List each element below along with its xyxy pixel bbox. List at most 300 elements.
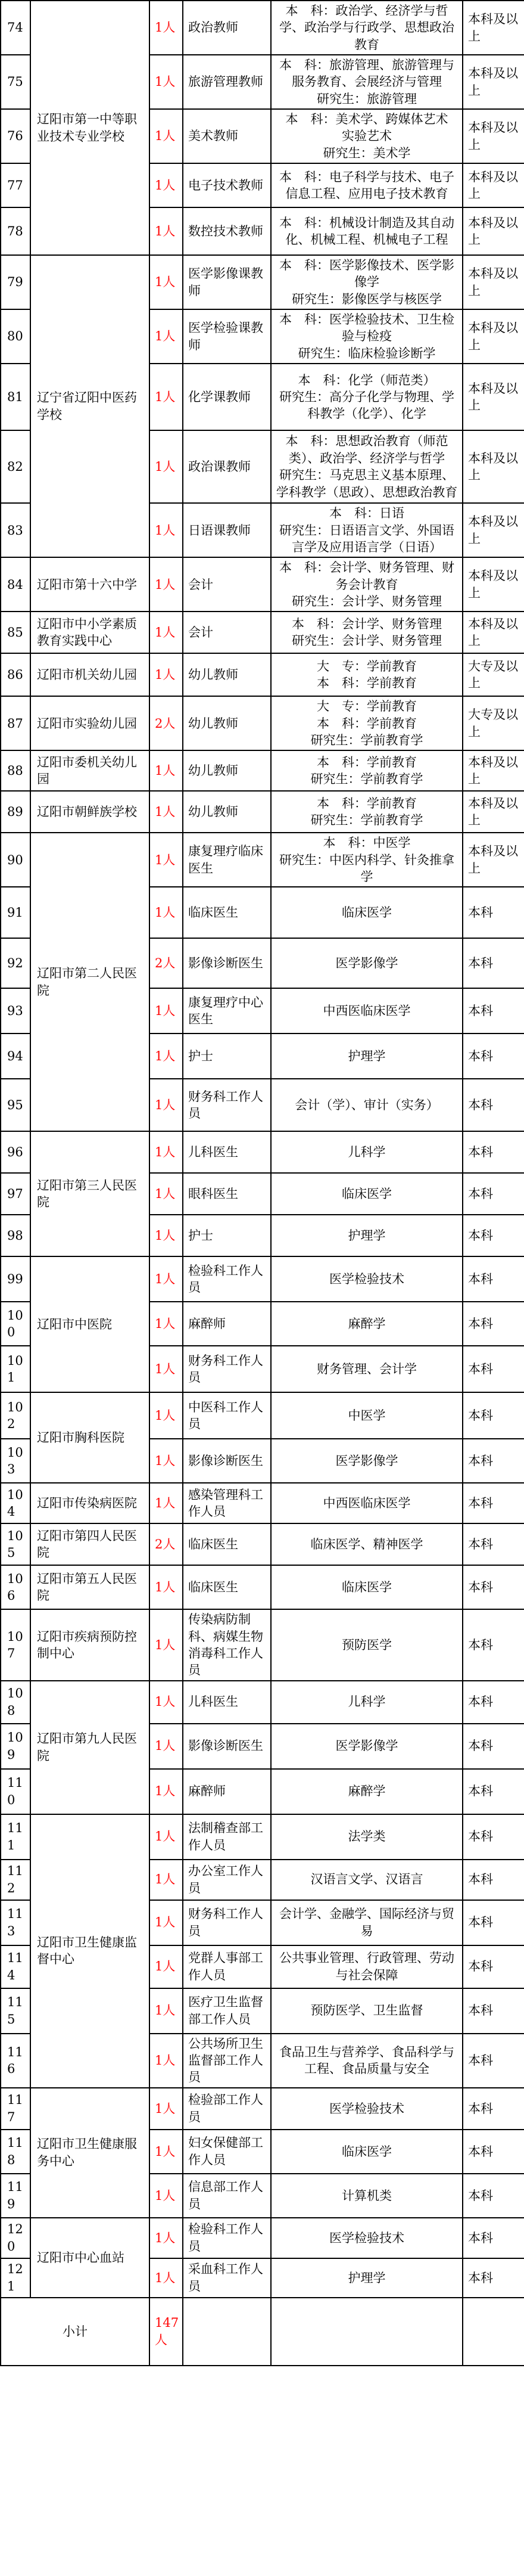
hiring-count: 1人 [149,750,183,791]
major-line: 预防医学 [342,1637,392,1652]
education-requirement: 本科及以上 [463,109,524,163]
education-requirement: 本科 [463,1769,524,1814]
hiring-count: 1人 [149,364,183,430]
unit-name: 辽阳市卫生健康监督中心 [30,1814,149,2088]
major-requirement [271,2130,463,2174]
major-line: 麻醉学 [348,1317,386,1332]
row-number: 98 [1,1215,30,1256]
hiring-count: 1人 [149,1346,183,1392]
major-line: 临床医学、精神医学 [310,1537,423,1552]
hiring-count: 1人 [149,1392,183,1439]
hiring-count: 1人 [149,1033,183,1079]
education-requirement: 本科及以上 [463,364,524,430]
hiring-count: 1人 [149,557,183,612]
unit-name: 辽阳市第九人民医院 [30,1681,149,1814]
major-requirement [271,833,463,887]
hiring-count: 1人 [149,1609,183,1680]
table-row [1,1814,524,1860]
position-name: 感染管理科工作人员 [183,1483,271,1523]
unit-name: 辽阳市实验幼儿园 [30,696,149,750]
major-line: 临床医学 [342,905,392,920]
major-requirement [271,2258,463,2298]
unit-name: 辽阳市胸科医院 [30,1392,149,1483]
major-requirement [271,163,463,207]
education-requirement: 本科及以上 [463,1,524,55]
table-row [1,1483,524,1523]
major-line: 本 科：旅游管理、旅游管理与服务教育、会展经济与管理 [279,58,454,89]
major-line: 医学检验技术 [329,2101,404,2116]
position-name: 中医科工作人员 [183,1392,271,1439]
hiring-count: 1人 [149,2258,183,2298]
table-row [1,1609,524,1680]
major-line: 本 科：机械设计制造及其自动化、机械工程、机械电子工程 [279,215,454,247]
education-requirement: 本科 [463,1945,524,1988]
education-requirement: 本科 [463,938,524,988]
row-number: 81 [1,364,30,430]
position-name: 眼科医生 [183,1173,271,1215]
education-requirement: 本科 [463,1860,524,1900]
table-row [1,612,524,653]
row-number: 119 [1,2174,30,2218]
unit-name: 辽阳市第二人民医院 [30,833,149,1131]
major-line: 本 科：中医学 [323,836,411,851]
row-number: 82 [1,430,30,503]
major-requirement [271,1900,463,1945]
major-requirement [271,938,463,988]
position-name: 临床医生 [183,1565,271,1609]
major-requirement [271,1302,463,1346]
hiring-count: 1人 [149,2218,183,2258]
education-requirement: 本科 [463,1900,524,1945]
education-requirement: 本科及以上 [463,309,524,364]
major-line: 中西医临床医学 [323,1496,411,1511]
position-name: 传染病防制科、病媒生物消毒科工作人员 [183,1609,271,1680]
education-requirement: 本科 [463,887,524,938]
hiring-count: 1人 [149,1860,183,1900]
major-requirement [271,1945,463,1988]
major-requirement [271,1079,463,1131]
position-name: 康复理疗临床医生 [183,833,271,887]
major-line: 临床医学 [342,1580,392,1595]
position-name: 护士 [183,1033,271,1079]
major-line: 本 科：化学（师范类） [298,373,436,387]
row-number: 111 [1,1814,30,1860]
education-requirement: 本科 [463,2034,524,2088]
hiring-count: 1人 [149,1769,183,1814]
education-requirement: 本科 [463,2258,524,2298]
major-requirement [271,430,463,503]
education-requirement: 本科 [463,1565,524,1609]
major-line: 研究生：旅游管理 [317,91,417,106]
row-number: 91 [1,887,30,938]
major-line: 大 专：学前教育 [317,659,417,674]
education-requirement: 本科 [463,1609,524,1680]
position-name: 政治课教师 [183,430,271,503]
position-name: 办公室工作人员 [183,1860,271,1900]
major-requirement [271,1724,463,1769]
position-name: 旅游管理教师 [183,55,271,109]
hiring-count: 2人 [149,1523,183,1565]
education-requirement: 本科 [463,2088,524,2130]
position-name: 幼儿教师 [183,653,271,696]
major-line: 研究生：马克思主义基本原理、学科教学（思政）、思想政治教育 [276,468,458,499]
major-line: 本 科：日语 [329,506,404,521]
hiring-count: 1人 [149,791,183,833]
major-line: 本 科：医学检验技术、卫生检验与检疫 [279,312,454,344]
position-name: 党群人事部工作人员 [183,1945,271,1988]
row-number: 116 [1,2034,30,2088]
row-number: 83 [1,503,30,557]
unit-name: 辽阳市第五人民医院 [30,1565,149,1609]
row-number: 86 [1,653,30,696]
major-line: 公共事业管理、行政管理、劳动与社会保障 [279,1951,454,1982]
row-number: 88 [1,750,30,791]
hiring-count: 1人 [149,1945,183,1988]
position-name: 临床医生 [183,1523,271,1565]
table-row [1,557,524,612]
major-requirement [271,1860,463,1900]
major-line: 研究生：高分子化学与物理、学科教学（化学）、化学 [279,389,454,421]
hiring-count: 1人 [149,109,183,163]
major-requirement [271,988,463,1033]
position-name: 护士 [183,1215,271,1256]
major-line: 本 科：会计学、财务管理、财务会计教育 [279,560,454,592]
table-row [1,750,524,791]
education-requirement: 本科 [463,1439,524,1483]
major-line: 本 科：美术学、跨媒体艺术 [285,112,448,127]
education-requirement: 本科 [463,988,524,1033]
table-row [1,1565,524,1609]
major-line: 研究生：日语语言文学、外国语言学及应用语言学（日语） [279,523,454,554]
education-requirement: 本科 [463,1724,524,1769]
position-name: 妇女保健部工作人员 [183,2130,271,2174]
major-line: 研究生：学前教育学 [310,772,423,787]
unit-name: 辽阳市卫生健康服务中心 [30,2088,149,2218]
row-number: 79 [1,255,30,309]
row-number: 85 [1,612,30,653]
row-number: 104 [1,1483,30,1523]
major-requirement [271,55,463,109]
position-name: 公共场所卫生监督部工作人员 [183,2034,271,2088]
major-requirement [271,1131,463,1173]
hiring-count: 1人 [149,1256,183,1302]
education-requirement: 本科 [463,1131,524,1173]
position-name: 影像诊断医生 [183,1439,271,1483]
row-number: 95 [1,1079,30,1131]
position-name: 法制稽查部工作人员 [183,1814,271,1860]
major-line: 研究生：学前教育学 [310,813,423,828]
major-requirement [271,364,463,430]
major-requirement [271,791,463,833]
major-line: 本 科：政治学、经济学与哲学、政治学与行政学、思想政治教育 [279,4,454,52]
unit-name: 辽阳市中医院 [30,1256,149,1392]
position-name: 会计 [183,612,271,653]
major-requirement [271,612,463,653]
row-number: 108 [1,1681,30,1724]
position-name: 医疗卫生监督部工作人员 [183,1988,271,2034]
major-line: 本 科：学前教育 [317,796,417,811]
major-line: 医学检验技术 [329,2230,404,2245]
row-number: 105 [1,1523,30,1565]
hiring-count: 1人 [149,1173,183,1215]
major-line: 本 科：会计学、财务管理 [292,616,442,631]
education-requirement: 本科及以上 [463,207,524,255]
table-row [1,696,524,750]
major-requirement [271,2034,463,2088]
hiring-count: 1人 [149,430,183,503]
position-name: 财务科工作人员 [183,1346,271,1392]
major-requirement [271,1256,463,1302]
hiring-count: 1人 [149,255,183,309]
row-number: 75 [1,55,30,109]
education-requirement: 本科 [463,1523,524,1565]
hiring-count: 1人 [149,1724,183,1769]
position-name: 数控技术教师 [183,207,271,255]
major-line: 中西医临床医学 [323,1004,411,1019]
position-name: 检验部工作人员 [183,2088,271,2130]
position-name: 会计 [183,557,271,612]
major-line: 儿科学 [348,1694,386,1709]
row-number: 89 [1,791,30,833]
major-line: 会计学、金融学、国际经济与贸易 [279,1907,454,1938]
table-row [1,1681,524,1724]
major-requirement [271,1565,463,1609]
hiring-count: 1人 [149,163,183,207]
major-requirement [271,1,463,55]
major-line: 本 科：医学影像技术、医学影像学 [279,258,454,290]
hiring-count: 1人 [149,653,183,696]
position-name: 财务科工作人员 [183,1900,271,1945]
hiring-count: 1人 [149,988,183,1033]
table-row [1,1256,524,1302]
total-count: 147人 [149,2298,183,2366]
hiring-count: 1人 [149,2034,183,2088]
education-requirement: 本科 [463,1392,524,1439]
hiring-count: 1人 [149,1302,183,1346]
position-name: 化学课教师 [183,364,271,430]
major-requirement [271,696,463,750]
education-requirement: 本科 [463,1173,524,1215]
row-number: 115 [1,1988,30,2034]
hiring-count: 1人 [149,1681,183,1724]
hiring-count: 1人 [149,612,183,653]
position-name: 检验科工作人员 [183,1256,271,1302]
major-line: 护理学 [348,1049,386,1064]
major-line: 预防医学、卫生监督 [310,2003,423,2018]
row-number: 96 [1,1131,30,1173]
hiring-count: 2人 [149,938,183,988]
position-name: 医学影像课教师 [183,255,271,309]
row-number: 87 [1,696,30,750]
hiring-count: 1人 [149,1131,183,1173]
table-row [1,1131,524,1173]
major-requirement [271,1988,463,2034]
total-label: 小计 [1,2298,149,2366]
row-number: 102 [1,1392,30,1439]
hiring-count: 1人 [149,2174,183,2218]
major-line: 医学影像学 [335,1454,398,1469]
major-line: 中医学 [348,1408,386,1423]
row-number: 78 [1,207,30,255]
major-requirement [271,1439,463,1483]
position-name: 医学检验课教师 [183,309,271,364]
row-number: 121 [1,2258,30,2298]
hiring-count: 1人 [149,1988,183,2034]
education-requirement: 本科及以上 [463,163,524,207]
position-name: 检验科工作人员 [183,2218,271,2258]
hiring-count: 1人 [149,2088,183,2130]
major-line: 财务管理、会计学 [317,1362,417,1377]
education-requirement: 本科 [463,1215,524,1256]
table-row [1,2218,524,2258]
major-line: 儿科学 [348,1145,386,1160]
position-name: 财务科工作人员 [183,1079,271,1131]
major-line: 医学影像学 [335,956,398,971]
position-name: 影像诊断医生 [183,938,271,988]
major-requirement [271,1392,463,1439]
education-requirement: 本科 [463,1302,524,1346]
row-number: 114 [1,1945,30,1988]
major-requirement [271,1814,463,1860]
unit-name: 辽阳市第四人民医院 [30,1523,149,1565]
row-number: 80 [1,309,30,364]
row-number: 113 [1,1900,30,1945]
hiring-count: 1人 [149,1,183,55]
major-line: 法学类 [348,1829,386,1844]
table-row [1,1,524,55]
major-line: 本 科：学前教育 [317,716,417,731]
major-requirement [271,653,463,696]
major-requirement [271,887,463,938]
position-name: 儿科医生 [183,1681,271,1724]
major-line: 护理学 [348,2270,386,2285]
unit-name: 辽阳市第三人民医院 [30,1131,149,1256]
major-line: 研究生：会计学、财务管理 [292,594,442,609]
education-requirement: 本科 [463,1256,524,1302]
major-line: 汉语言文学、汉语言 [310,1872,423,1887]
position-name: 美术教师 [183,109,271,163]
hiring-count: 1人 [149,1814,183,1860]
education-requirement: 本科 [463,1033,524,1079]
hiring-count: 1人 [149,1215,183,1256]
education-requirement: 本科及以上 [463,750,524,791]
hiring-count: 1人 [149,1079,183,1131]
major-requirement [271,557,463,612]
unit-name: 辽阳市疾病预防控制中心 [30,1609,149,1680]
major-requirement [271,1769,463,1814]
table-body [1,1,524,2366]
education-requirement: 本科及以上 [463,55,524,109]
unit-name: 辽阳市中心血站 [30,2218,149,2298]
row-number: 101 [1,1346,30,1392]
row-number: 107 [1,1609,30,1680]
major-line: 会计（学）、审计（实务） [295,1098,439,1113]
hiring-count: 1人 [149,1439,183,1483]
unit-name: 辽阳市机关幼儿园 [30,653,149,696]
unit-name: 辽阳市第一中等职业技术专业学校 [30,1,149,255]
row-number: 97 [1,1173,30,1215]
row-number: 76 [1,109,30,163]
major-line: 本 科：思想政治教育（师范类）、政治学、经济学与哲学 [285,434,448,465]
major-requirement [271,309,463,364]
major-requirement [271,1523,463,1565]
row-number: 106 [1,1565,30,1609]
education-requirement: 本科及以上 [463,612,524,653]
unit-name: 辽阳市传染病医院 [30,1483,149,1523]
education-requirement: 本科及以上 [463,557,524,612]
major-requirement [271,207,463,255]
position-name: 信息部工作人员 [183,2174,271,2218]
row-number: 118 [1,2130,30,2174]
position-name: 麻醉师 [183,1302,271,1346]
major-requirement [271,1033,463,1079]
hiring-count: 1人 [149,207,183,255]
major-requirement [271,1609,463,1680]
major-line: 大 专：学前教育 [317,699,417,714]
major-line: 食品卫生与营养学、食品科学与工程、食品质量与安全 [279,2044,454,2077]
unit-name: 辽阳市朝鲜族学校 [30,791,149,833]
major-requirement [271,1681,463,1724]
major-requirement [271,2174,463,2218]
row-number: 117 [1,2088,30,2130]
hiring-count: 2人 [149,696,183,750]
education-requirement: 本科 [463,2218,524,2258]
position-name: 幼儿教师 [183,696,271,750]
major-line: 护理学 [348,1228,386,1243]
education-requirement: 本科及以上 [463,503,524,557]
major-line: 医学检验技术 [329,1272,404,1287]
position-name: 幼儿教师 [183,750,271,791]
major-requirement [271,109,463,163]
major-requirement [271,1483,463,1523]
row-number: 92 [1,938,30,988]
major-line: 本 科：学前教育 [317,755,417,769]
position-name: 麻醉师 [183,1769,271,1814]
major-line: 医学影像学 [335,1739,398,1753]
major-line: 研究生：美术学 [323,145,411,160]
major-line: 临床医学 [342,2144,392,2159]
major-line: 研究生：学前教育学 [310,733,423,747]
major-line: 临床医学 [342,1187,392,1202]
row-number: 110 [1,1769,30,1814]
row-number: 112 [1,1860,30,1900]
major-line: 本 科：学前教育 [317,676,417,691]
major-requirement [271,1346,463,1392]
position-name: 采血科工作人员 [183,2258,271,2298]
row-number: 100 [1,1302,30,1346]
hiring-count: 1人 [149,1900,183,1945]
hiring-count: 1人 [149,2130,183,2174]
total-empty-cell [463,2298,524,2366]
row-number: 94 [1,1033,30,1079]
major-line: 实验艺术 [342,129,392,144]
unit-name: 辽阳市第十六中学 [30,557,149,612]
major-requirement [271,1173,463,1215]
major-line: 研究生：临床检验诊断学 [298,346,436,361]
education-requirement: 本科 [463,1814,524,1860]
table-row [1,653,524,696]
education-requirement: 本科及以上 [463,791,524,833]
position-name: 幼儿教师 [183,791,271,833]
education-requirement: 本科及以上 [463,255,524,309]
hiring-count: 1人 [149,833,183,887]
table-row [1,2088,524,2130]
major-line: 麻醉学 [348,1784,386,1799]
hiring-count: 1人 [149,503,183,557]
position-name: 康复理疗中心医生 [183,988,271,1033]
major-requirement [271,750,463,791]
position-name: 政治教师 [183,1,271,55]
